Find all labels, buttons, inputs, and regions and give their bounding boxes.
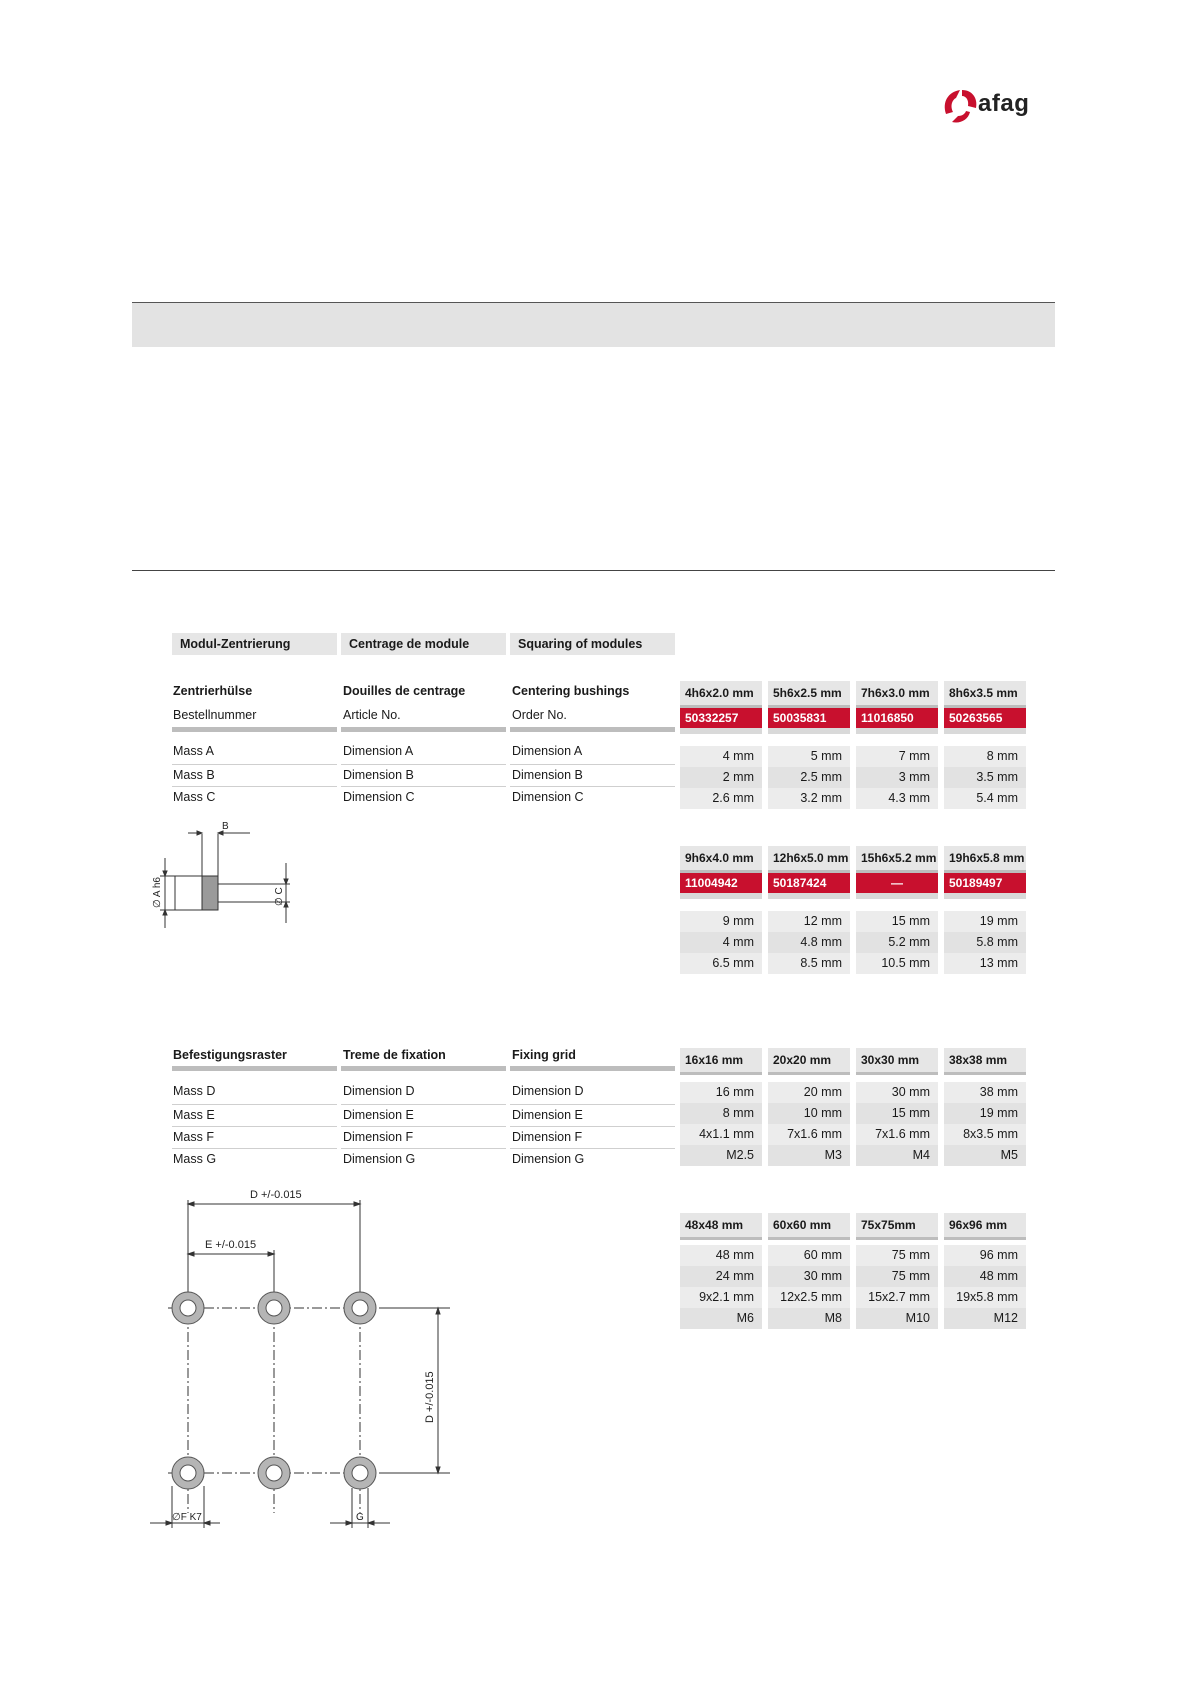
size-header: 19h6x5.8 mm: [944, 846, 1026, 870]
bushing-drawing: [150, 818, 310, 928]
order-number: 50263565: [944, 708, 1026, 728]
value-c: 8.5 mm: [768, 953, 850, 974]
value-b: 3.5 mm: [944, 767, 1026, 788]
drawing-label-c: ∅ C: [274, 887, 285, 906]
value-e: 75 mm: [856, 1266, 938, 1287]
value-a: 15 mm: [856, 911, 938, 932]
value-c: 4.3 mm: [856, 788, 938, 809]
value-b: 4 mm: [680, 932, 762, 953]
bushings-title-de: Zentrierhülse: [173, 684, 253, 698]
row-divider: [341, 786, 506, 787]
value-f: 15x2.7 mm: [856, 1287, 938, 1308]
value-g: M8: [768, 1308, 850, 1329]
spacer: [856, 734, 938, 746]
afag-logo: [940, 84, 1060, 128]
grid-row-g-fr: Dimension G: [343, 1152, 416, 1166]
value-b: 5.8 mm: [944, 932, 1026, 953]
value-a: 4 mm: [680, 746, 762, 767]
grid-row-f-en: Dimension F: [512, 1130, 583, 1144]
grid-title-fr: Treme de fixation: [343, 1048, 446, 1062]
order-label-fr: Article No.: [343, 708, 401, 722]
spacer: [768, 734, 850, 746]
value-c: 2.6 mm: [680, 788, 762, 809]
spacer: [944, 734, 1026, 746]
spacer: [768, 1075, 850, 1082]
drawing-label-d-side: D +/-0.015: [424, 1371, 436, 1423]
order-number: 50035831: [768, 708, 850, 728]
value-e: 48 mm: [944, 1266, 1026, 1287]
bushing-col: [944, 846, 1026, 974]
grid-col: [680, 1048, 762, 1166]
spacer: [680, 899, 762, 911]
grid-col: [856, 1213, 938, 1329]
bushing-col: [768, 846, 850, 974]
grid-row-g-en: Dimension G: [512, 1152, 585, 1166]
bush-row-c-de: Mass C: [173, 790, 216, 804]
spacer: [856, 1075, 938, 1082]
grid-row-f-de: Mass F: [173, 1130, 214, 1144]
order-underbar: [172, 727, 337, 732]
grid-col: [856, 1048, 938, 1166]
grid-title-en: Fixing grid: [512, 1048, 576, 1062]
value-f: 7x1.6 mm: [856, 1124, 938, 1145]
value-g: M3: [768, 1145, 850, 1166]
size-header: 15h6x5.2 mm: [856, 846, 938, 870]
order-label-en: Order No.: [512, 708, 567, 722]
value-c: 10.5 mm: [856, 953, 938, 974]
drawing-label-e: E +/-0.015: [205, 1239, 257, 1251]
bush-row-b-en: Dimension B: [512, 768, 583, 782]
value-d: 48 mm: [680, 1245, 762, 1266]
value-c: 13 mm: [944, 953, 1026, 974]
value-c: 6.5 mm: [680, 953, 762, 974]
value-c: 5.4 mm: [944, 788, 1026, 809]
value-b: 3 mm: [856, 767, 938, 788]
bush-row-c-fr: Dimension C: [343, 790, 415, 804]
modul-header-fr: Centrage de module: [341, 633, 506, 655]
value-e: 15 mm: [856, 1103, 938, 1124]
order-underbar: [510, 727, 675, 732]
grid-row-d-en: Dimension D: [512, 1084, 584, 1098]
bushing-col: [680, 846, 762, 974]
grid-underbar: [341, 1066, 506, 1071]
bushings-title-fr: Douilles de centrage: [343, 684, 466, 698]
row-divider: [510, 764, 675, 765]
value-a: 5 mm: [768, 746, 850, 767]
drawing-label-a: ∅ A h6: [152, 877, 163, 908]
size-header: 48x48 mm: [680, 1213, 762, 1237]
value-e: 8 mm: [680, 1103, 762, 1124]
spacer: [856, 899, 938, 911]
value-f: 12x2.5 mm: [768, 1287, 850, 1308]
size-header: 9h6x4.0 mm: [680, 846, 762, 870]
value-a: 12 mm: [768, 911, 850, 932]
value-b: 2.5 mm: [768, 767, 850, 788]
bush-row-c-en: Dimension C: [512, 790, 584, 804]
value-f: 7x1.6 mm: [768, 1124, 850, 1145]
size-header: 96x96 mm: [944, 1213, 1026, 1237]
value-e: 24 mm: [680, 1266, 762, 1287]
value-a: 9 mm: [680, 911, 762, 932]
row-divider: [341, 1104, 506, 1105]
value-a: 8 mm: [944, 746, 1026, 767]
grid-col: [680, 1213, 762, 1329]
value-d: 38 mm: [944, 1082, 1026, 1103]
brand-name: afag: [978, 90, 1030, 117]
size-header: 5h6x2.5 mm: [768, 681, 850, 705]
value-e: 30 mm: [768, 1266, 850, 1287]
order-number: 50187424: [768, 873, 850, 893]
grid-col: [768, 1213, 850, 1329]
drawing-label-g: G: [356, 1512, 364, 1523]
order-number: 50189497: [944, 873, 1026, 893]
size-header: 4h6x2.0 mm: [680, 681, 762, 705]
size-header: 8h6x3.5 mm: [944, 681, 1026, 705]
value-f: 8x3.5 mm: [944, 1124, 1026, 1145]
value-d: 30 mm: [856, 1082, 938, 1103]
grid-col: [944, 1048, 1026, 1166]
order-number: 11016850: [856, 708, 938, 728]
value-g: M12: [944, 1308, 1026, 1329]
modul-header-de: Modul-Zentrierung: [172, 633, 337, 655]
row-divider: [510, 1104, 675, 1105]
spacer: [680, 1075, 762, 1082]
value-e: 19 mm: [944, 1103, 1026, 1124]
value-g: M6: [680, 1308, 762, 1329]
size-header: 20x20 mm: [768, 1048, 850, 1072]
row-divider: [172, 764, 337, 765]
grid-row-e-en: Dimension E: [512, 1108, 583, 1122]
grid-col: [768, 1048, 850, 1166]
value-b: 4.8 mm: [768, 932, 850, 953]
order-underbar: [341, 727, 506, 732]
grid-row-d-fr: Dimension D: [343, 1084, 415, 1098]
spacer: [944, 1075, 1026, 1082]
bush-row-a-en: Dimension A: [512, 744, 583, 758]
drawing-label-f: ∅F K7: [172, 1512, 202, 1523]
grid-row-g-de: Mass G: [173, 1152, 217, 1166]
row-divider: [341, 1126, 506, 1127]
grid-row-e-de: Mass E: [173, 1108, 215, 1122]
row-divider: [510, 786, 675, 787]
value-g: M4: [856, 1145, 938, 1166]
row-divider: [341, 764, 506, 765]
bushing-col: [944, 681, 1026, 809]
bush-row-a-de: Mass A: [173, 744, 214, 758]
grid-underbar: [172, 1066, 337, 1071]
value-g: M5: [944, 1145, 1026, 1166]
value-e: 10 mm: [768, 1103, 850, 1124]
value-b: 2 mm: [680, 767, 762, 788]
value-d: 20 mm: [768, 1082, 850, 1103]
grid-underbar: [510, 1066, 675, 1071]
size-header: 38x38 mm: [944, 1048, 1026, 1072]
row-divider: [510, 1148, 675, 1149]
row-divider: [172, 1148, 337, 1149]
fixing-grid-drawing: [150, 1188, 470, 1548]
value-g: M2.5: [680, 1145, 762, 1166]
row-divider: [510, 1126, 675, 1127]
grid-row-f-fr: Dimension F: [343, 1130, 414, 1144]
grid-row-e-fr: Dimension E: [343, 1108, 414, 1122]
order-number: 50332257: [680, 708, 762, 728]
bushing-col: [768, 681, 850, 809]
value-f: 9x2.1 mm: [680, 1287, 762, 1308]
row-divider: [341, 1148, 506, 1149]
value-a: 7 mm: [856, 746, 938, 767]
grid-row-d-de: Mass D: [173, 1084, 216, 1098]
size-header: 60x60 mm: [768, 1213, 850, 1237]
bushing-col: [856, 681, 938, 809]
afag-logo-mark-icon: [940, 84, 980, 128]
row-divider: [172, 786, 337, 787]
bush-row-b-fr: Dimension B: [343, 768, 414, 782]
spacer: [944, 899, 1026, 911]
bushing-col: [856, 846, 938, 974]
bush-row-b-de: Mass B: [173, 768, 215, 782]
value-f: 19x5.8 mm: [944, 1287, 1026, 1308]
value-g: M10: [856, 1308, 938, 1329]
size-header: 7h6x3.0 mm: [856, 681, 938, 705]
value-d: 16 mm: [680, 1082, 762, 1103]
value-c: 3.2 mm: [768, 788, 850, 809]
value-b: 5.2 mm: [856, 932, 938, 953]
value-d: 75 mm: [856, 1245, 938, 1266]
spacer: [768, 899, 850, 911]
section-divider: [132, 570, 1055, 571]
value-f: 4x1.1 mm: [680, 1124, 762, 1145]
row-divider: [172, 1126, 337, 1127]
drawing-label-d-top: D +/-0.015: [250, 1189, 302, 1201]
bush-row-a-fr: Dimension A: [343, 744, 414, 758]
header-band: [132, 303, 1055, 347]
drawing-label-b: B: [222, 821, 229, 832]
grid-title-de: Befestigungsraster: [173, 1048, 287, 1062]
bushings-title-en: Centering bushings: [512, 684, 630, 698]
bushing-col: [680, 681, 762, 809]
spacer: [680, 734, 762, 746]
grid-col: [944, 1213, 1026, 1329]
size-header: 75x75mm: [856, 1213, 938, 1237]
value-d: 60 mm: [768, 1245, 850, 1266]
order-number: —: [856, 873, 938, 893]
size-header: 30x30 mm: [856, 1048, 938, 1072]
size-header: 12h6x5.0 mm: [768, 846, 850, 870]
order-label-de: Bestellnummer: [173, 708, 257, 722]
value-a: 19 mm: [944, 911, 1026, 932]
modul-header-en: Squaring of modules: [510, 633, 675, 655]
size-header: 16x16 mm: [680, 1048, 762, 1072]
row-divider: [172, 1104, 337, 1105]
value-d: 96 mm: [944, 1245, 1026, 1266]
order-number: 11004942: [680, 873, 762, 893]
